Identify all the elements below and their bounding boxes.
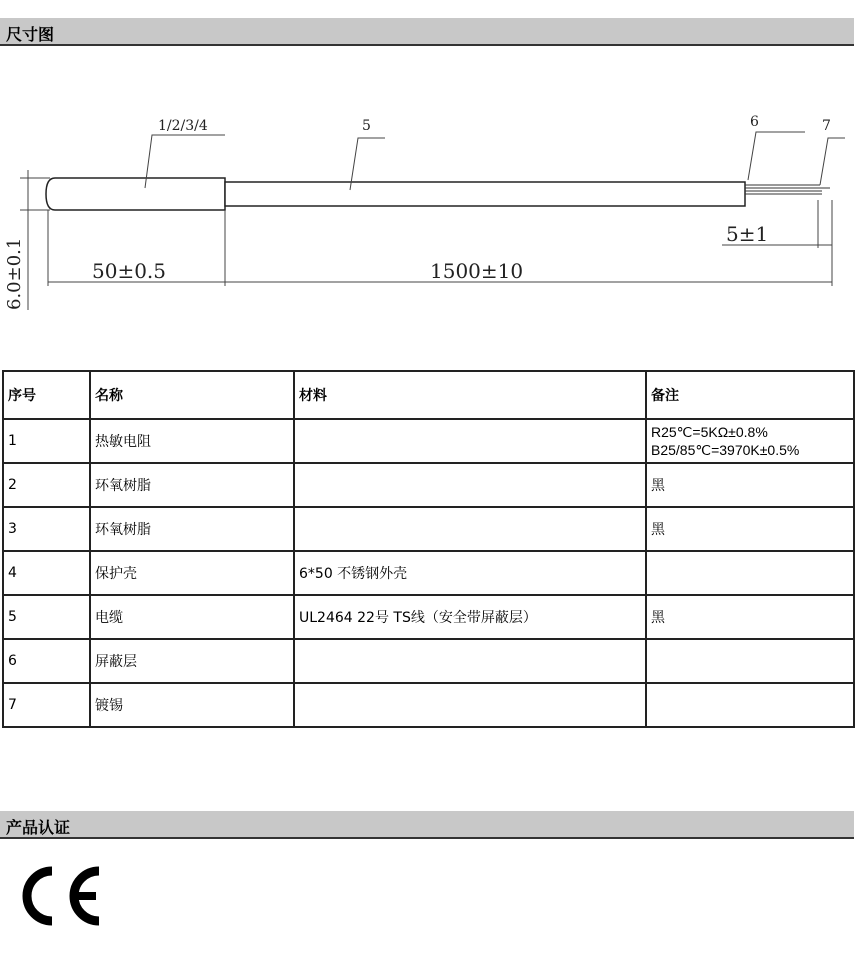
cell-note: [646, 463, 854, 507]
callout-6: 6: [750, 114, 759, 130]
header-name: 名称: [90, 371, 294, 419]
callout-1234: 1/2/3/4: [158, 118, 208, 134]
cable: [225, 182, 745, 206]
table-row: [3, 419, 854, 463]
note-line: R25℃=5KΩ±0.8%: [651, 424, 768, 440]
cell-note: [646, 639, 854, 683]
table-row: [3, 595, 854, 639]
ce-mark-logo: [16, 866, 106, 926]
wire-leads: [745, 185, 830, 194]
callout-leader-6: [748, 132, 805, 180]
cell-material: [294, 463, 646, 507]
cell-note: [646, 551, 854, 595]
table-row: [3, 463, 854, 507]
section-title: 尺寸图: [6, 25, 55, 44]
table-row: [3, 639, 854, 683]
cell-name: 环氧树脂: [90, 507, 294, 551]
cell-material: UL2464 22号 TS线（安全带屏蔽层）: [294, 595, 646, 639]
note-line: 黑: [651, 521, 665, 537]
note-line: 黑: [651, 609, 665, 625]
cell-name: 镀锡: [90, 683, 294, 727]
cell-no: 6: [3, 639, 90, 683]
header-note: 备注: [646, 371, 854, 419]
probe-body: [46, 178, 225, 210]
cell-material: [294, 683, 646, 727]
cell-note: [646, 683, 854, 727]
cell-material: [294, 507, 646, 551]
cell-note: [646, 419, 854, 463]
cell-note: [646, 507, 854, 551]
cell-material: [294, 419, 646, 463]
header-no: 序号: [3, 371, 90, 419]
dim-diameter: 6.0±0.1: [4, 237, 25, 310]
cell-material: [294, 639, 646, 683]
dim-strip-length: 5±1: [726, 222, 769, 246]
section-title: 产品认证: [6, 818, 71, 837]
section-header-certification: [0, 811, 854, 839]
table-header-row: [3, 371, 854, 419]
cell-no: 7: [3, 683, 90, 727]
cell-material: 6*50 不锈钢外壳: [294, 551, 646, 595]
cell-no: 5: [3, 595, 90, 639]
cell-note: [646, 595, 854, 639]
callout-leader-7: [820, 138, 845, 185]
cell-no: 4: [3, 551, 90, 595]
cell-no: 2: [3, 463, 90, 507]
cell-name: 热敏电阻: [90, 419, 294, 463]
dimension-drawing: [0, 100, 860, 315]
cell-name: 环氧树脂: [90, 463, 294, 507]
cell-name: 屏蔽层: [90, 639, 294, 683]
callout-7: 7: [822, 118, 831, 134]
cell-no: 3: [3, 507, 90, 551]
cell-name: 保护壳: [90, 551, 294, 595]
cell-no: 1: [3, 419, 90, 463]
cell-name: 电缆: [90, 595, 294, 639]
dim-probe-length: 50±0.5: [92, 259, 167, 283]
section-header-dimensions: [0, 18, 854, 46]
callout-5: 5: [362, 118, 371, 134]
header-material: 材料: [294, 371, 646, 419]
table-row: [3, 507, 854, 551]
table-row: [3, 683, 854, 727]
dim-cable-length: 1500±10: [430, 259, 524, 283]
note-line: 黑: [651, 477, 665, 493]
table-row: [3, 551, 854, 595]
parts-table: [2, 370, 855, 728]
note-line: B25/85℃=3970K±0.5%: [651, 442, 800, 458]
